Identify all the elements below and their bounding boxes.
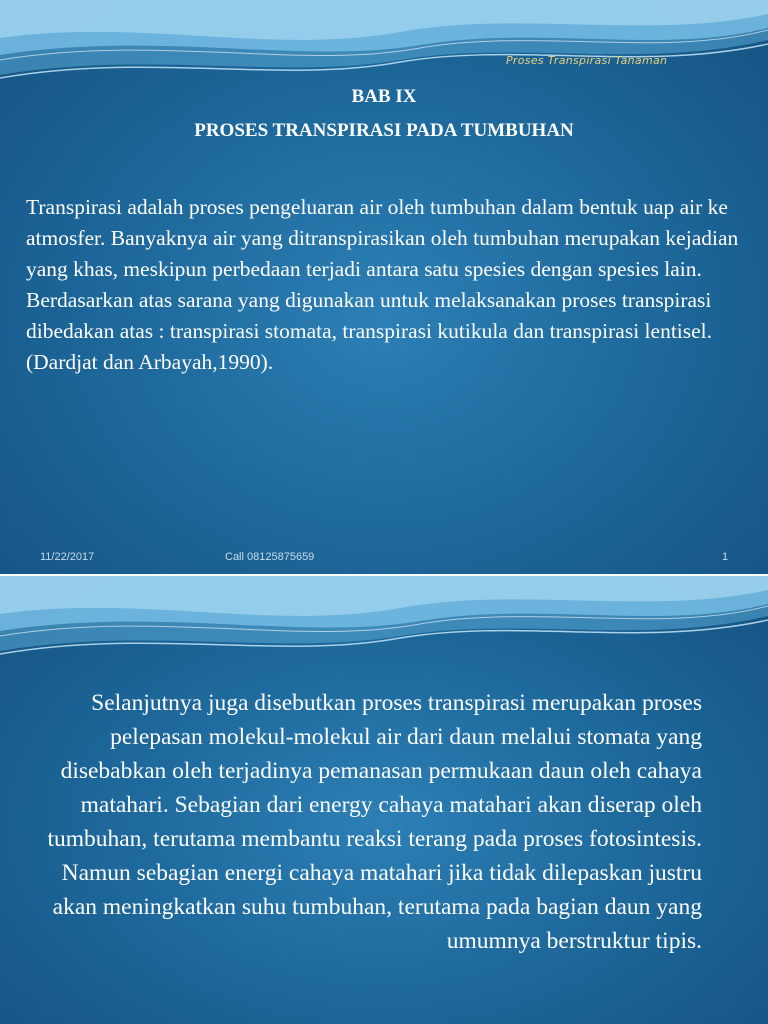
footer-page-number: 1: [722, 551, 729, 563]
header-wave-decoration: [0, 576, 768, 686]
header-text: Proses Transpirasi Tanaman: [506, 54, 668, 67]
slide-1-body-text: Transpirasi adalah proses pengeluaran air oleh tumbuhan dalam bentuk uap air ke atmosfer. Banyaknya air yang ditranspirasikan oleh tumbuhan merupakan kejadian yang khas, meskipun perbedaan terjadi antara satu spesies dengan spesies lain. Berdasarkan atas sarana yang digunakan untuk melaksanakan proses transpirasi dibedakan atas : transpirasi stomata, transpirasi kutikula dan transpirasi lentisel. (Dardjat dan Arbayah,1990).: [26, 195, 739, 374]
footer-date: 11/22/2017: [40, 551, 95, 563]
slide-2-body-text: Selanjutnya juga disebutkan proses transpirasi merupakan proses pelepasan molekul-molekul air dari daun melalui stomata yang disebabkan oleh terjadinya pemanasan permukaan daun oleh cahaya matahari. Sebagian dari energy cahaya matahari akan diserap oleh tumbuhan, terutama membantu reaksi terang pada proses fotosintesis. Namun sebagian energi cahaya matahari jika tidak dilepaskan justru akan meningkatkan suhu tumbuhan, terutama pada bagian daun yang umumnya berstruktur tipis.: [47, 690, 702, 954]
slide-title: PROSES TRANSPIRASI PADA TUMBUHAN: [194, 120, 574, 141]
chapter-title: BAB IX: [351, 86, 417, 107]
footer-contact: Call 08125875659: [225, 551, 315, 563]
slide-2: [0, 576, 768, 1024]
